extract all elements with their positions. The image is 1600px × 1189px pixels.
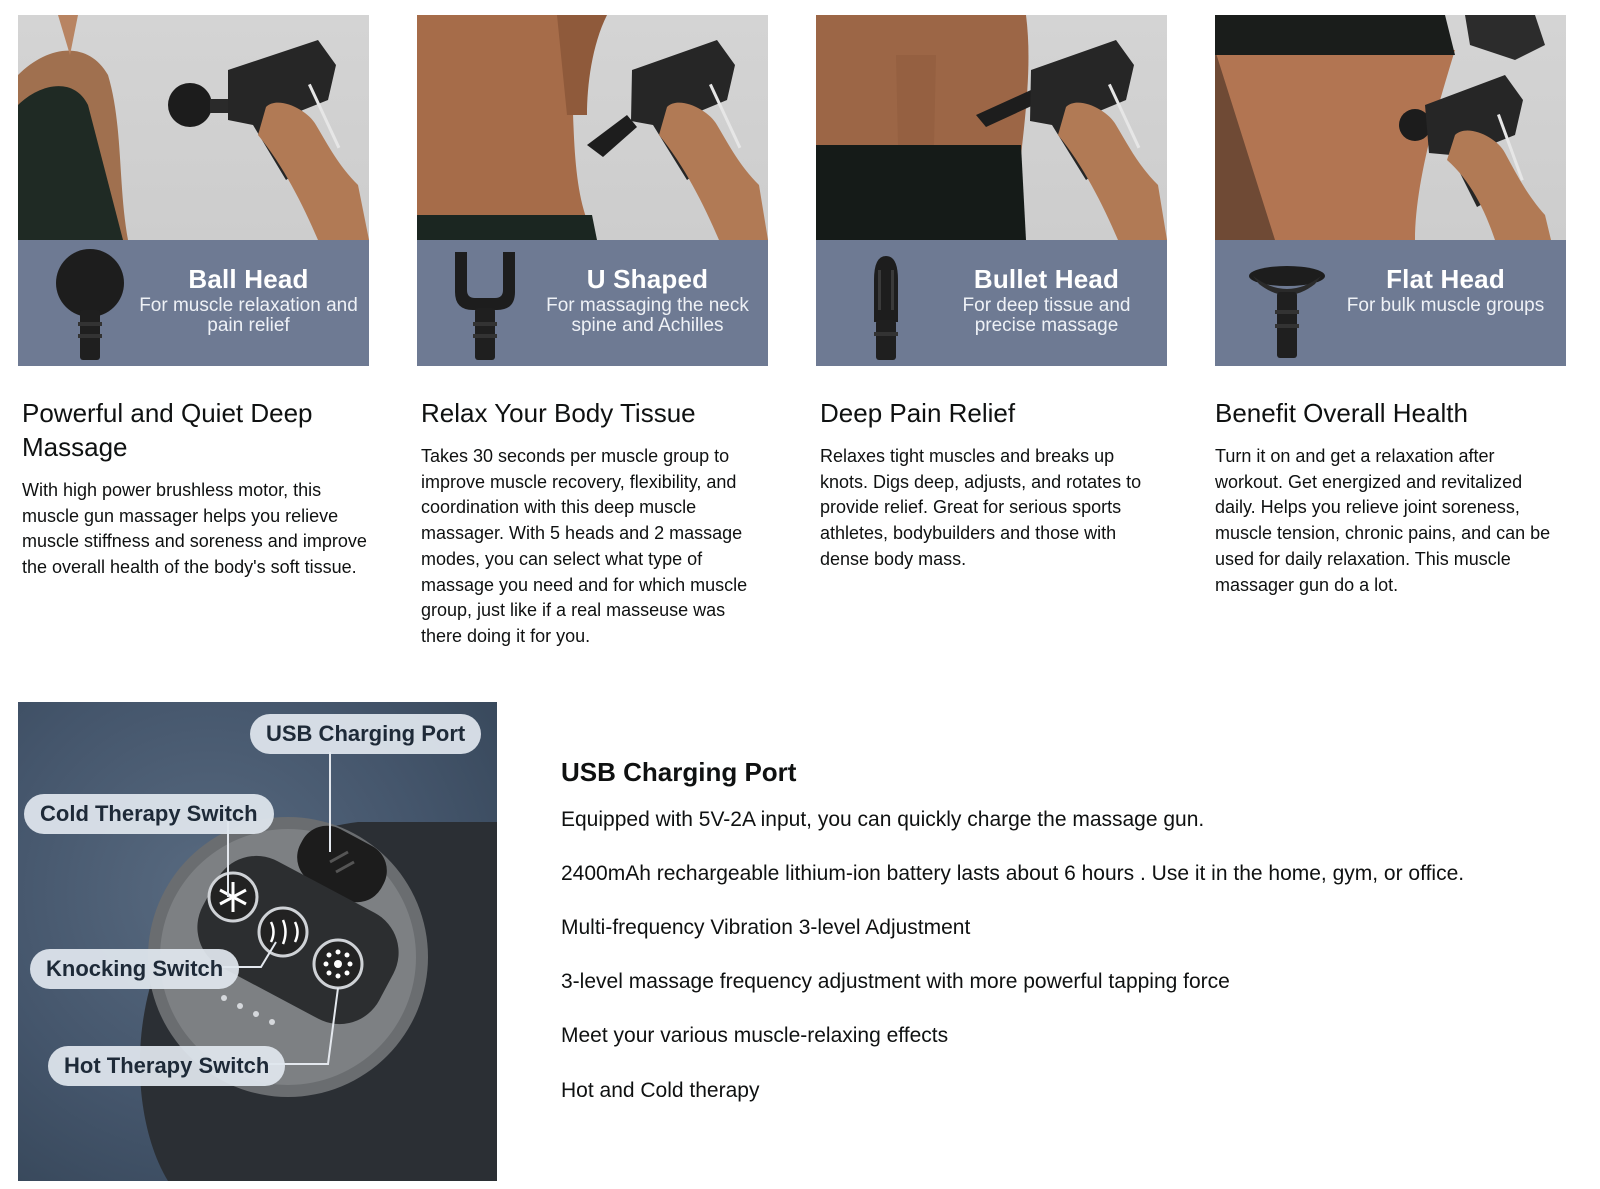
bullet-head-scene (816, 15, 1167, 240)
card-title: Benefit Overall Health (1215, 398, 1468, 428)
u-shaped-scene (417, 15, 768, 240)
head-label-band (1215, 240, 1566, 366)
head-description: For bulk muscle groups (1346, 295, 1545, 316)
head-description: For deep tissue and precise massage (962, 295, 1131, 336)
card-text: With high power brushless motor, this muscle gun massager helps you relieve muscle stiffness and soreness and improve the overall health of the body's soft tissue. (22, 480, 367, 578)
feature-card-flat-head (1215, 15, 1566, 598)
usb-section-title: USB Charging Port (561, 757, 797, 787)
card-title: Deep Pain Relief (820, 398, 1016, 428)
feature-card-ball-head (18, 15, 369, 581)
control-panel-image (18, 702, 497, 1181)
heat-icon (314, 940, 362, 988)
usb-line: Hot and Cold therapy (561, 1079, 760, 1102)
feature-card-bullet-head (816, 15, 1167, 573)
card-title: Relax Your Body Tissue (421, 398, 696, 428)
knocking-switch-label: Knocking Switch (30, 949, 239, 989)
u-shaped-photo (417, 15, 768, 366)
card-text: Takes 30 seconds per muscle group to improve muscle recovery, flexibility, and coordination with this deep muscle massager. With 5 heads and 2 massage modes, you can select what type of massage you need and for which muscle group, just like if a real masseuse was there doing it for you. (421, 446, 748, 646)
usb-port-label: USB Charging Port (250, 714, 481, 754)
knock-icon (259, 908, 307, 956)
usb-line: Meet your various muscle-relaxing effects (561, 1024, 949, 1047)
head-name: Ball Head (188, 264, 309, 294)
u-head-icon (417, 240, 527, 366)
bullet-head-icon (816, 240, 926, 366)
bullet-head-photo (816, 15, 1167, 366)
head-description: For massaging the neck spine and Achilles (546, 295, 749, 336)
ball-head-scene (18, 15, 369, 240)
flat-head-photo (1215, 15, 1566, 366)
usb-line: 3-level massage frequency adjustment with more powerful tapping force (561, 970, 1230, 993)
hot-therapy-label: Hot Therapy Switch (48, 1046, 285, 1086)
usb-line: Multi-frequency Vibration 3-level Adjustment (561, 916, 971, 939)
usb-line: Equipped with 5V-2A input, you can quickly charge the massage gun. (561, 808, 1205, 831)
control-panel-drawing (18, 702, 497, 1181)
snowflake-icon (209, 873, 257, 921)
head-label-band (18, 240, 369, 366)
card-title: Powerful and Quiet Deep Massage (22, 398, 313, 462)
usb-charging-section (561, 752, 1581, 1105)
flat-head-scene (1215, 15, 1566, 240)
head-label-band (816, 240, 1167, 366)
head-name: Flat Head (1386, 264, 1505, 294)
feature-card-u-shaped (417, 15, 768, 650)
head-label-band (417, 240, 768, 366)
ball-head-tip (168, 83, 212, 127)
flat-head-icon (1215, 240, 1325, 366)
usb-line: 2400mAh rechargeable lithium-ion battery lasts about 6 hours . Use it in the home, gym, or office. (561, 862, 1465, 885)
ball-head-photo (18, 15, 369, 366)
card-text: Turn it on and get a relaxation after workout. Get energized and revitalized daily. Helps you relieve joint soreness, muscle tension, chronic pains, and can be used for daily relaxation. This muscle massager gun do a lot. (1215, 446, 1551, 595)
ball-head-icon (18, 240, 128, 366)
card-text: Relaxes tight muscles and breaks up knots. Digs deep, adjusts, and rotates to provide relief. Great for serious sports athletes, bodybuilders and those with dense body mass. (820, 446, 1142, 569)
head-description: For muscle relaxation and pain relief (139, 295, 358, 336)
head-name: U Shaped (586, 264, 709, 294)
cold-therapy-label: Cold Therapy Switch (24, 794, 274, 834)
head-name: Bullet Head (973, 264, 1120, 294)
